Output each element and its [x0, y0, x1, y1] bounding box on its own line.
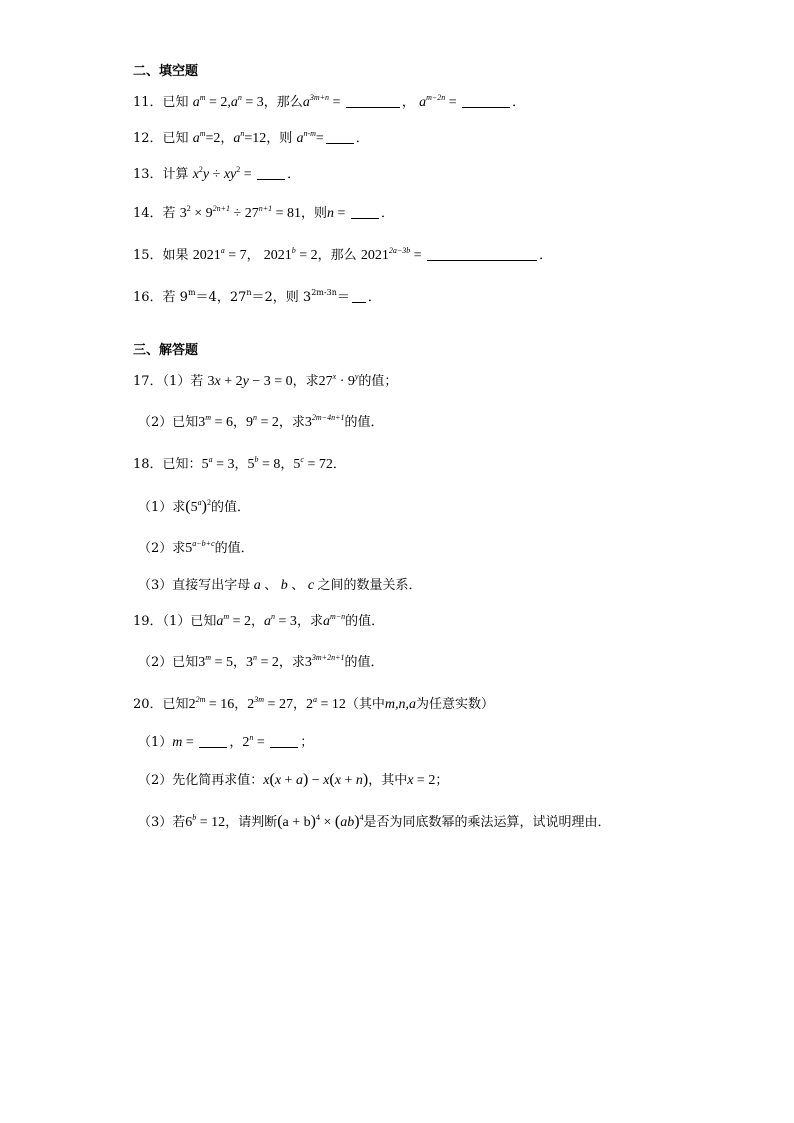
answer-blank[interactable]: [346, 95, 400, 108]
question-19-part-2: （2）已知$3^m = 5$，$3^n = 2$，求$3^{3m+2n+1}$的值．: [138, 653, 384, 670]
question-11: 11．已知 $a^m = 2,a^n = 3$，那么$a^{3m+n}$ = ， $a^{m-2n}$ = ．: [133, 93, 526, 110]
answer-blank[interactable]: [427, 248, 537, 261]
question-20-part-1: （1）m = ，$2^n$ = ；: [138, 733, 314, 750]
question-19-part-1: 19．（1）已知$a^m = 2$，$a^n = 3$，求$a^{m-n}$的值．: [133, 612, 385, 629]
question-17-part-2: （2）已知$3^m = 6$，$9^n = 2$，求$3^{2m-4n+1}$的值．: [138, 413, 384, 430]
question-20: 20．已知$2^{2m} = 16$，$2^{3m} = 27$，$2^a = 12$（其中m,n,a为任意实数）: [133, 695, 495, 712]
answer-blank[interactable]: [352, 290, 366, 303]
question-12: 12．已知 $a^m=2$，$a^n=12$，则 $a^{n-m}=$ ．: [133, 129, 369, 146]
question-16: 16．若 $9^m=4$，$27^n=2$，则 $3^{2m-3n}=$ ．: [133, 288, 381, 305]
answer-blank[interactable]: [326, 131, 354, 144]
section-title-solutions: 三、解答题: [133, 343, 199, 358]
answer-blank[interactable]: [351, 206, 379, 219]
answer-blank[interactable]: [462, 95, 510, 108]
question-13: 13．计算 $x^2y \div xy^2$ = ．: [133, 165, 301, 182]
question-18-part-2: （2）求$5^{a-b+c}$的值．: [138, 539, 254, 556]
question-17-part-1: 17．（1）若 3x + 2y − 3 = 0，求$27^x \cdot 9^y$的值；: [133, 372, 398, 389]
answer-blank[interactable]: [270, 735, 298, 748]
question-15: 15．如果 $2021^a = 7$， $2021^b = 2$，那么 $2021^{2a-3b}$ = ．: [133, 246, 553, 263]
section-title-fill-in: 二、填空题: [133, 64, 199, 79]
answer-blank[interactable]: [257, 167, 285, 180]
question-18-part-1: （1）求$(5^a)^2$的值．: [138, 498, 250, 515]
answer-blank[interactable]: [199, 735, 227, 748]
question-18: 18．已知：$5^a = 3$，$5^b = 8$，$5^c = 72$．: [133, 455, 346, 472]
question-20-part-3: （3）若$6^b = 12$，请判断$(a + b)^4 \times (ab)^4$是否为同底数幂的乘法运算，试说明理由．: [138, 813, 611, 830]
question-14: 14．若 $3^2 \times 9^{2n+1} \div 27^{n+1} = 81$，则n = ．: [133, 204, 394, 221]
question-18-part-3: （3）直接写出字母 a 、 b 、 c 之间的数量关系．: [138, 578, 422, 593]
question-20-part-2: （2）先化简再求值：x(x + a) − x(x + n)，其中x = 2；: [138, 771, 449, 788]
